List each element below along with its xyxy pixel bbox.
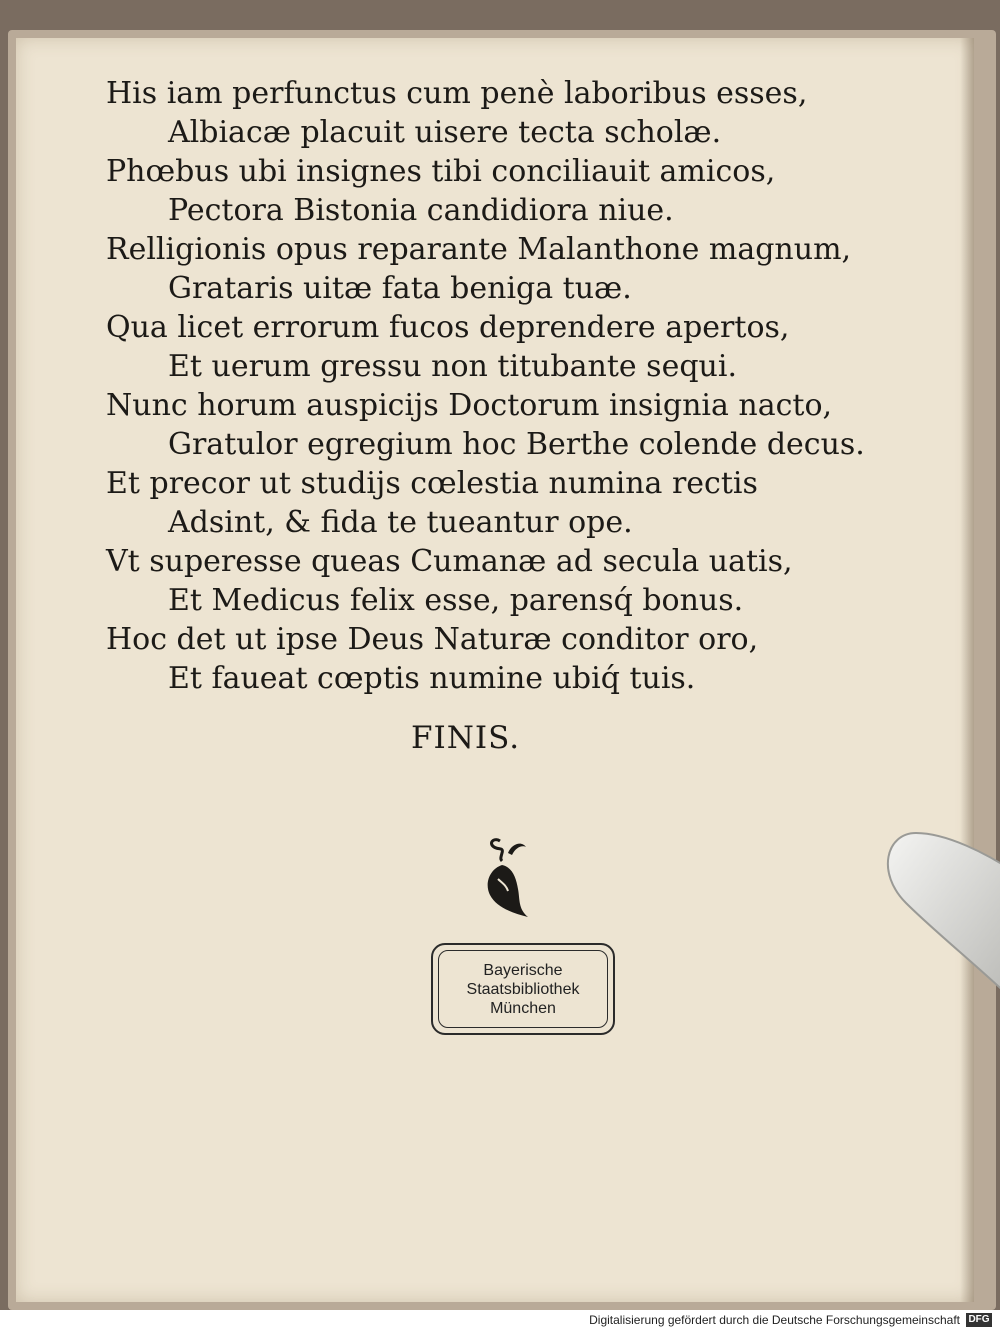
stamp-line: Staatsbibliothek	[466, 980, 580, 998]
verse-line: Et faueat cœptis numine ubiq́ tuis.	[168, 661, 696, 696]
fleuron-leaf-icon	[478, 833, 538, 923]
finis-heading: FINIS.	[411, 720, 521, 756]
verse-line: Et Medicus felix esse, parensq́ bonus.	[168, 583, 744, 618]
verse-line: Gratulor egregium hoc Berthe colende decus.	[168, 427, 865, 462]
verse-line: Phœbus ubi insignes tibi conciliauit amicos,	[106, 154, 776, 189]
verse-line: His iam perfunctus cum penè laboribus esses,	[106, 76, 808, 111]
document-page	[16, 38, 974, 1302]
page-edge-shadow	[960, 38, 974, 1302]
verse-line: Hoc det ut ipse Deus Naturæ conditor oro,	[106, 622, 759, 657]
footer-bar	[0, 1310, 1000, 1331]
verse-line: Et uerum gressu non titubante sequi.	[168, 349, 737, 384]
verse-line: Adsint, & fida te tueantur ope.	[168, 505, 633, 540]
verse-line: Albiacæ placuit uisere tecta scholæ.	[168, 115, 722, 150]
verse-line: Grataris uitæ fata beniga tuæ.	[168, 271, 632, 306]
stamp-line: München	[490, 999, 556, 1017]
poem-text	[106, 74, 906, 698]
verse-line: Vt superesse queas Cumanæ ad secula uatis,	[106, 544, 793, 579]
library-stamp	[431, 943, 615, 1035]
verse-line: Nunc horum auspicijs Doctorum insignia nacto,	[106, 388, 833, 423]
verse-line: Relligionis opus reparante Malanthone magnum,	[106, 232, 852, 267]
dfg-logo: DFG	[966, 1313, 992, 1327]
stamp-line: Bayerische	[483, 961, 563, 979]
verse-line: Qua licet errorum fucos deprendere apertos,	[106, 310, 790, 345]
page-holder-clip	[876, 813, 1000, 1013]
footer-credit: Digitalisierung gefördert durch die Deutsche Forschungsgemeinschaft	[589, 1313, 960, 1327]
verse-line: Pectora Bistonia candidiora niue.	[168, 193, 674, 228]
library-stamp-inner	[438, 950, 608, 1028]
verse-line: Et precor ut studijs cœlestia numina rectis	[106, 466, 758, 501]
